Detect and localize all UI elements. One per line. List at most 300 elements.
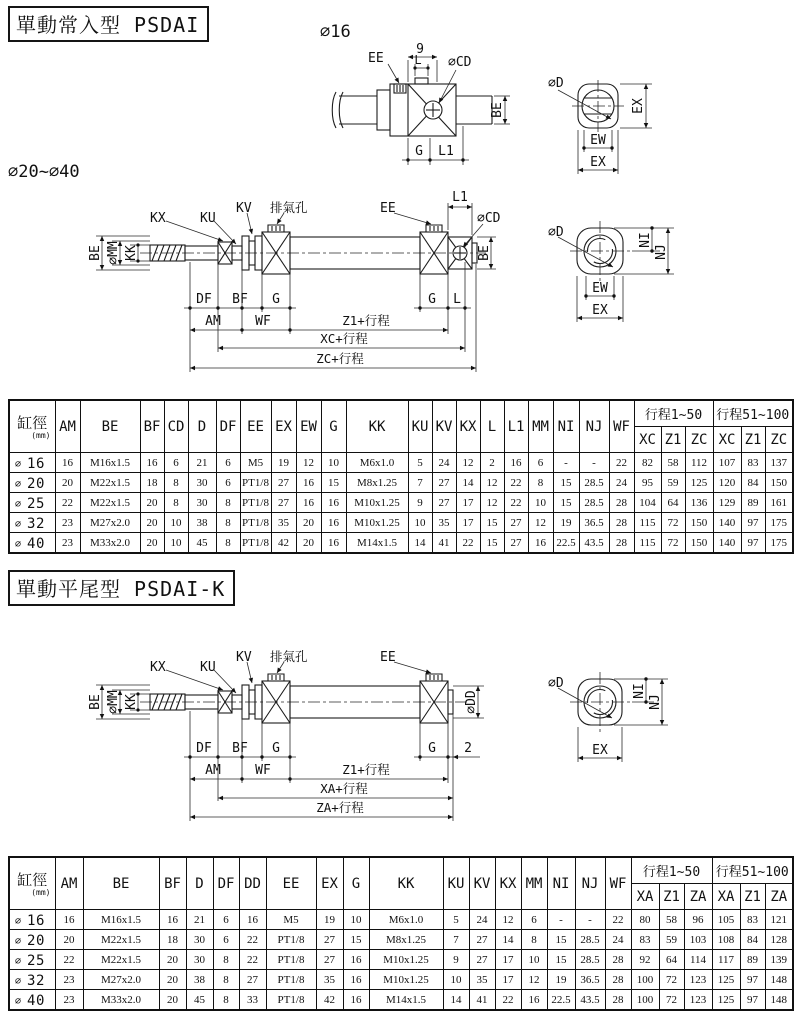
table-cell: 5 [408, 453, 432, 473]
section-label-d20-40: ∅20~∅40 [8, 162, 80, 182]
bore-label: ∅ 32 [9, 513, 55, 533]
column-header-zc-1: ZC [685, 427, 713, 453]
table-cell: PT1/8 [266, 970, 316, 990]
table-cell: M14x1.5 [346, 533, 408, 554]
table-cell: M33x2.0 [83, 990, 159, 1011]
bore-label: ∅ 16 [9, 910, 55, 930]
table-cell: 8 [521, 930, 547, 950]
d2040-end-centerlines [570, 221, 630, 281]
k-dim-label-kv: KV [236, 650, 252, 665]
column-header-ku: KU [443, 857, 469, 910]
column-header-l1: L1 [504, 400, 528, 453]
dim-label-g-right: G [428, 292, 436, 307]
table-cell: 16 [239, 910, 266, 930]
table-cell: 6 [216, 453, 240, 473]
table-cell: 16 [140, 453, 164, 473]
table-cell: PT1/8 [266, 930, 316, 950]
table-cell: 16 [343, 970, 369, 990]
column-header-ku: KU [408, 400, 432, 453]
table-cell: 16 [55, 453, 80, 473]
column-header-ex: EX [316, 857, 343, 910]
column-header-d: D [188, 400, 216, 453]
dim-label-ee2: EE [380, 201, 396, 216]
table-cell: 15 [553, 493, 579, 513]
table-cell: 41 [469, 990, 495, 1011]
table-cell: 30 [188, 473, 216, 493]
k-dim-label-be: BE [88, 694, 103, 710]
table-cell: 19 [271, 453, 296, 473]
table-cell: - [579, 453, 609, 473]
dim-label-l: L [414, 53, 422, 67]
column-header-xa-2: XA [712, 884, 740, 910]
table-cell: 83 [631, 930, 659, 950]
k-dim-label-ee: EE [380, 650, 396, 665]
column-header-mm: MM [521, 857, 547, 910]
column-header-d: D [186, 857, 213, 910]
table-cell: 43.5 [579, 533, 609, 554]
table-cell: PT1/8 [266, 950, 316, 970]
table-cell: 7 [408, 473, 432, 493]
table-cell: 22.5 [553, 533, 579, 554]
table-cell: 36.5 [579, 513, 609, 533]
column-header-g: G [321, 400, 346, 453]
table-cell: 28.5 [579, 473, 609, 493]
dim-label-d: ∅D [548, 76, 564, 91]
table-cell: 115 [634, 533, 661, 554]
table-cell: 42 [316, 990, 343, 1011]
table-cell: M5 [240, 453, 271, 473]
dim-label-g-left: G [272, 292, 280, 307]
dim-label-kk: KK [124, 245, 139, 261]
table-cell: 24 [432, 453, 456, 473]
table-cell: PT1/8 [240, 513, 271, 533]
table-cell: 22 [55, 493, 80, 513]
table-cell: 72 [659, 970, 684, 990]
dim-label-ew2: EW [592, 281, 608, 296]
table-cell: 8 [528, 473, 553, 493]
table-cell: 22 [239, 950, 266, 970]
table-cell: 7 [443, 930, 469, 950]
table-cell: 8 [216, 533, 240, 554]
psdai-16-drawing [320, 30, 720, 195]
table-cell: 10 [321, 453, 346, 473]
table-cell: 10 [164, 533, 188, 554]
table-cell: 64 [661, 493, 685, 513]
table-cell: 121 [765, 910, 793, 930]
dim-label-be: BE [490, 102, 505, 118]
table-cell: 97 [741, 513, 765, 533]
table-cell: 112 [685, 453, 713, 473]
table-cell: 18 [159, 930, 186, 950]
column-header-kv: KV [432, 400, 456, 453]
table-cell: 80 [631, 910, 659, 930]
column-header-wf: WF [605, 857, 631, 910]
column-header-ni: NI [553, 400, 579, 453]
bore-label: ∅ 25 [9, 493, 55, 513]
dim-label-mm: ∅MM [106, 241, 121, 265]
table-cell: 2 [480, 453, 504, 473]
column-header-z1-1: Z1 [661, 427, 685, 453]
column-header-z1-2: Z1 [740, 884, 765, 910]
table-cell: 27 [239, 970, 266, 990]
column-header-ee: EE [266, 857, 316, 910]
column-header-am: AM [55, 857, 83, 910]
table-cell: M16x1.5 [83, 910, 159, 930]
table-cell: 16 [504, 453, 528, 473]
table-cell: 97 [740, 970, 765, 990]
table-cell: 123 [684, 990, 712, 1011]
column-header-kk: KK [346, 400, 408, 453]
table-cell: 15 [553, 473, 579, 493]
column-header-df: DF [216, 400, 240, 453]
table-cell: 96 [684, 910, 712, 930]
table-cell: 20 [55, 930, 83, 950]
table-cell: 45 [186, 990, 213, 1011]
table-cell: 8 [213, 990, 239, 1011]
table-cell: 28 [605, 950, 631, 970]
table-cell: 12 [495, 910, 521, 930]
table-cell: 38 [188, 513, 216, 533]
k-end-centerlines [570, 672, 630, 732]
table-cell: 16 [321, 493, 346, 513]
table-cell: M22x1.5 [80, 493, 140, 513]
table-cell: 150 [765, 473, 793, 493]
table-cell: 23 [55, 990, 83, 1011]
table-cell: 10 [521, 950, 547, 970]
bore-column-header: 缸徑 (mm) [9, 400, 55, 453]
table-cell: 83 [740, 910, 765, 930]
table-row-bore-32 [9, 513, 793, 533]
table-cell: 19 [316, 910, 343, 930]
table-cell: 22.5 [547, 990, 575, 1011]
column-header-z1-1: Z1 [659, 884, 684, 910]
k-outline [150, 674, 453, 723]
k-end-dimensions [558, 679, 668, 762]
table-cell: M16x1.5 [80, 453, 140, 473]
table-cell: 38 [186, 970, 213, 990]
table-cell: - [553, 453, 579, 473]
table-cell: M22x1.5 [83, 930, 159, 950]
table-cell: 100 [631, 970, 659, 990]
page-title-psdai: 單動常入型 PSDAI [8, 6, 209, 42]
table-cell: 16 [343, 950, 369, 970]
bore-column-header: 缸徑 (mm) [9, 857, 55, 910]
table-cell: M27x2.0 [80, 513, 140, 533]
table-cell: 45 [188, 533, 216, 554]
stroke-range-header-2: 行程51~100 [712, 857, 793, 884]
table-cell: - [575, 910, 605, 930]
table-cell: 89 [740, 950, 765, 970]
table-cell: 8 [213, 970, 239, 990]
table-cell: 16 [321, 513, 346, 533]
column-header-kx: KX [495, 857, 521, 910]
table-cell: 16 [159, 910, 186, 930]
table-cell: 6 [521, 910, 547, 930]
table-cell: 18 [140, 473, 164, 493]
table-cell: 72 [661, 533, 685, 554]
table-cell: 19 [553, 513, 579, 533]
table-cell: 33 [239, 990, 266, 1011]
table-cell: 161 [765, 493, 793, 513]
table-cell: 12 [480, 493, 504, 513]
table-cell: 22 [495, 990, 521, 1011]
table-cell: 35 [469, 970, 495, 990]
column-header-nj: NJ [575, 857, 605, 910]
table-cell: 14 [443, 990, 469, 1011]
table-cell: 42 [271, 533, 296, 554]
table-cell: 15 [343, 930, 369, 950]
column-header-z1-2: Z1 [741, 427, 765, 453]
k-dim-label-d: ∅D [548, 676, 564, 691]
table-cell: 125 [712, 990, 740, 1011]
k-dim-label-ni: NI [632, 683, 647, 699]
table-cell: 6 [164, 453, 188, 473]
table-cell: 27 [504, 513, 528, 533]
table-cell: 20 [140, 513, 164, 533]
dim-label-l1-2: L1 [452, 190, 468, 205]
stroke-range-header-1: 行程1~50 [631, 857, 712, 884]
column-header-wf: WF [609, 400, 634, 453]
table-cell: 58 [661, 453, 685, 473]
table-cell: 43.5 [575, 990, 605, 1011]
dim-label-kx: KX [150, 211, 166, 226]
column-header-za-1: ZA [684, 884, 712, 910]
dim-label-l1: L1 [438, 144, 454, 159]
column-header-bf: BF [140, 400, 164, 453]
k-dim-label-kx: KX [150, 660, 166, 675]
table-cell: 15 [547, 930, 575, 950]
k-dim-label-g-right: G [428, 741, 436, 756]
table-cell: 100 [631, 990, 659, 1011]
table-cell: M10x1.25 [346, 493, 408, 513]
table-cell: 28 [605, 970, 631, 990]
d16-end-centerlines [572, 80, 624, 132]
cyl-dim-dots [136, 243, 466, 331]
d16-head-outline [332, 78, 492, 136]
table-cell: 36.5 [575, 970, 605, 990]
column-header-dd: DD [239, 857, 266, 910]
table-cell: 175 [765, 513, 793, 533]
table-cell: M22x1.5 [83, 950, 159, 970]
table-cell: 28 [609, 493, 634, 513]
table-cell: 128 [765, 930, 793, 950]
bore-label: ∅ 20 [9, 930, 55, 950]
table-cell: 16 [296, 473, 321, 493]
table-cell: 15 [321, 473, 346, 493]
dim-label-d2: ∅D [548, 225, 564, 240]
d2040-end-dimensions [558, 228, 674, 322]
column-header-xc-1: XC [634, 427, 661, 453]
table-cell: 150 [685, 533, 713, 554]
table-cell: 24 [605, 930, 631, 950]
column-header-g: G [343, 857, 369, 910]
table-cell: 20 [55, 473, 80, 493]
table-cell: 27 [271, 473, 296, 493]
psdai-k-dimension-table [8, 856, 794, 1011]
table-cell: 108 [712, 930, 740, 950]
table-cell: 10 [443, 970, 469, 990]
dim-label-l-right: L [453, 292, 461, 307]
table-cell: 28 [605, 990, 631, 1011]
table-cell: PT1/8 [266, 990, 316, 1011]
table-cell: 20 [159, 950, 186, 970]
column-header-za-2: ZA [765, 884, 793, 910]
table-cell: 8 [164, 493, 188, 513]
dim-label-ku: KU [200, 211, 216, 226]
k-dim-dots [136, 692, 449, 780]
table-row-bore-40 [9, 990, 793, 1011]
column-header-kk: KK [369, 857, 443, 910]
k-dim-label-xa-stroke: XA+行程 [320, 781, 368, 796]
table-cell: 27 [316, 950, 343, 970]
dim-label-9: 9 [416, 42, 424, 57]
dim-label-wf: WF [255, 314, 271, 329]
dim-label-z1-stroke: Z1+行程 [342, 313, 390, 328]
table-cell: 12 [480, 473, 504, 493]
table-cell: PT1/8 [240, 473, 271, 493]
table-cell: 23 [55, 970, 83, 990]
table-cell: 27 [316, 930, 343, 950]
table-row-bore-16 [9, 910, 793, 930]
table-cell: 28 [609, 513, 634, 533]
bore-label: ∅ 40 [9, 533, 55, 554]
table-cell: 14 [495, 930, 521, 950]
column-header-zc-2: ZC [765, 427, 793, 453]
table-cell: 120 [713, 473, 741, 493]
table-cell: 12 [296, 453, 321, 473]
k-dim-label-nj: NJ [648, 694, 663, 710]
table-row-bore-40 [9, 533, 793, 554]
table-cell: 16 [343, 990, 369, 1011]
table-cell: 95 [634, 473, 661, 493]
table-cell: 20 [159, 990, 186, 1011]
table-cell: 16 [521, 990, 547, 1011]
table-cell: 97 [741, 533, 765, 554]
psdai-dimension-table [8, 399, 794, 554]
k-dim-label-am: AM [205, 763, 221, 778]
table-cell: 27 [469, 930, 495, 950]
k-dim-label-bf: BF [232, 741, 248, 756]
table-cell: 17 [456, 493, 480, 513]
dim-label-ew: EW [590, 133, 606, 148]
table-row-bore-20 [9, 930, 793, 950]
table-cell: 16 [321, 533, 346, 554]
table-cell: 97 [740, 990, 765, 1011]
table-cell: 140 [713, 513, 741, 533]
table-cell: 105 [712, 910, 740, 930]
column-header-bf: BF [159, 857, 186, 910]
table-cell: 150 [685, 513, 713, 533]
psdai-k-drawing [60, 630, 780, 850]
column-header-kx: KX [456, 400, 480, 453]
table-cell: 22 [609, 453, 634, 473]
bore-label: ∅ 16 [9, 453, 55, 473]
table-cell: 35 [432, 513, 456, 533]
dim-label-ex2: EX [592, 303, 608, 318]
table-cell: 10 [528, 493, 553, 513]
table-cell: 21 [188, 453, 216, 473]
table-cell: 6 [216, 473, 240, 493]
table-cell: 19 [547, 970, 575, 990]
table-cell: 27 [504, 533, 528, 554]
dim-label-cd: ∅CD [448, 55, 472, 70]
k-dim-label-mm: ∅MM [106, 690, 121, 714]
k-dim-label-dd: ∅DD [464, 690, 479, 714]
table-cell: 82 [634, 453, 661, 473]
column-header-mm: MM [528, 400, 553, 453]
table-row-bore-25 [9, 493, 793, 513]
table-cell: M6x1.0 [346, 453, 408, 473]
bore-label: ∅ 25 [9, 950, 55, 970]
table-cell: 35 [316, 970, 343, 990]
table-cell: 136 [685, 493, 713, 513]
table-cell: M10x1.25 [369, 950, 443, 970]
table-cell: 12 [456, 453, 480, 473]
bore-label: ∅ 32 [9, 970, 55, 990]
dim-label-bf: BF [232, 292, 248, 307]
table-cell: 27 [271, 493, 296, 513]
table-cell: 20 [159, 970, 186, 990]
table-cell: 10 [408, 513, 432, 533]
table-cell: 20 [140, 533, 164, 554]
k-dim-label-kk: KK [124, 694, 139, 710]
stroke-range-header-1: 行程1~50 [634, 400, 713, 427]
table-cell: 20 [296, 533, 321, 554]
table-row-bore-32 [9, 970, 793, 990]
table-cell: 6 [213, 910, 239, 930]
table-cell: 8 [216, 493, 240, 513]
table-cell: 27 [432, 493, 456, 513]
table-cell: 28.5 [579, 493, 609, 513]
table-cell: M33x2.0 [80, 533, 140, 554]
table-cell: 24 [469, 910, 495, 930]
column-header-nj: NJ [579, 400, 609, 453]
column-header-xa-1: XA [631, 884, 659, 910]
dim-label-ni: NI [638, 232, 653, 248]
column-header-kv: KV [469, 857, 495, 910]
dim-label-kv: KV [236, 201, 252, 216]
table-cell: 21 [186, 910, 213, 930]
table-cell: 41 [432, 533, 456, 554]
dim-label-ex-v: EX [631, 98, 646, 114]
table-cell: 14 [408, 533, 432, 554]
table-cell: 59 [661, 473, 685, 493]
stroke-range-header-2: 行程51~100 [713, 400, 793, 427]
dim-label-zc-stroke: ZC+行程 [316, 351, 364, 366]
table-cell: 137 [765, 453, 793, 473]
table-cell: 84 [740, 930, 765, 950]
table-cell: 22 [456, 533, 480, 554]
table-cell: 28 [609, 533, 634, 554]
table-cell: 148 [765, 970, 793, 990]
column-header-ni: NI [547, 857, 575, 910]
k-dim-label-ex: EX [592, 743, 608, 758]
table-cell: 6 [528, 453, 553, 473]
k-dim-label-df: DF [196, 741, 212, 756]
table-cell: 12 [521, 970, 547, 990]
table-cell: 22 [504, 493, 528, 513]
dim-label-g: G [415, 144, 423, 159]
table-cell: 30 [186, 930, 213, 950]
table-cell: 27 [469, 950, 495, 970]
table-cell: 72 [661, 513, 685, 533]
dim-label-be-left: BE [88, 245, 103, 261]
table-cell: 9 [443, 950, 469, 970]
dim-label-nj: NJ [654, 244, 669, 260]
table-cell: 148 [765, 990, 793, 1011]
k-dim-label-z1-stroke: Z1+行程 [342, 762, 390, 777]
psdai-20-40-drawing [60, 185, 780, 395]
